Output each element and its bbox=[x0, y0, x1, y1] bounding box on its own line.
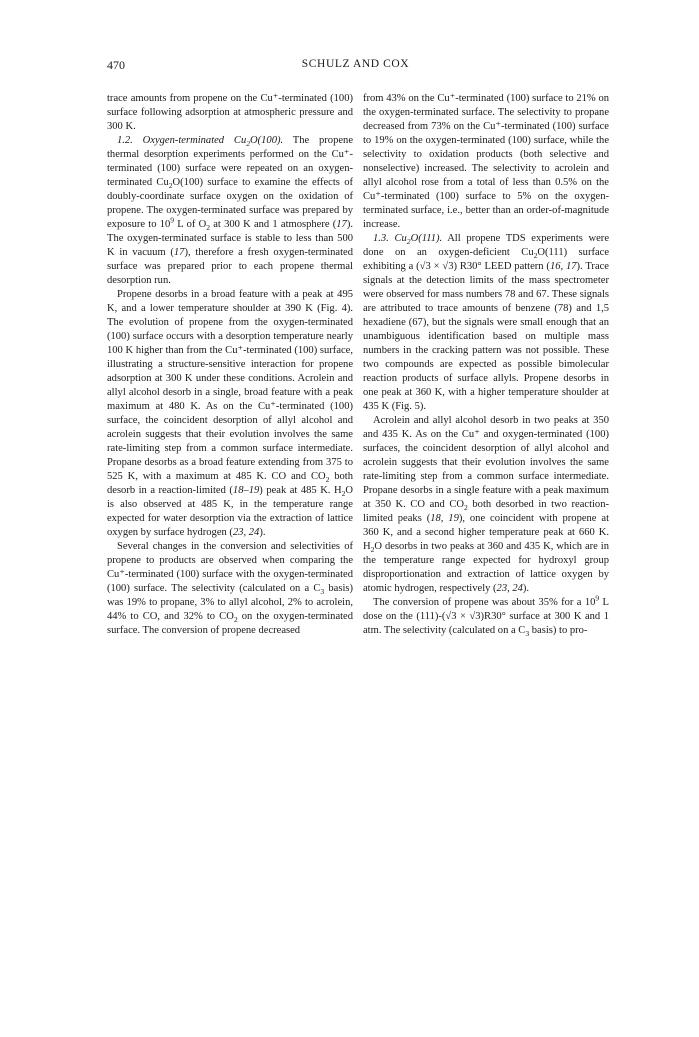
paragraph: The conversion of propene was about 35% for a $10^9$ L dose on the (111)-(√3 × √3)R30° surface at 300 K and 1 atm. The selectivity (calculated on a $C_3$ basis) to pro- bbox=[363, 593, 609, 639]
running-head: SCHULZ AND COX bbox=[301, 58, 410, 70]
page-header bbox=[107, 58, 604, 74]
paragraph: Acrolein and allyl alcohol desorb in two peaks at 350 and 435 K. As on the Cu⁺ and oxygen-terminated (100) surfaces, the coincident desorption of allyl alcohol and acrolein suggests that their evolution involves the same rate-limiting step from a common surface intermediate. Propane desorbs in a single feature with a peak maximum at 350 K. CO and $CO_2$ both desorbed in two reaction-limited peaks (18, 19), one coincident with propene at 360 K, and a second higher temperature peak at 660 K. $H_2O$ desorbs in two peaks at 360 and 435 K, which are in the temperature range expected for hydroxyl group disproportionation and extraction of lattice oxygen by atomic hydrogen, respectively (23, 24). bbox=[363, 415, 609, 594]
section-paragraph-oxygen-terminated: 1.2. Oxygen-terminated $Cu_2O(100)$. The propene thermal desorption experiments performed on the Cu⁺-terminated (100) surface were repeated on an oxygen-terminated $Cu_2O(100)$ surface to examine the effects of doubly-coordinate surface oxygen on the oxidation of propene. The oxygen-terminated surface was prepared by exposure to $10^9$ L of $O_2$ at 300 K and 1 atmosphere (17). The oxygen-terminated surface is stable to less than 500 K in vacuum (17), therefore a fresh oxygen-terminated surface was prepared prior to each propene thermal desorption run. bbox=[107, 135, 353, 286]
paragraph: Several changes in the conversion and selectivities of propene to products are observed when comparing the Cu⁺-terminated (100) surface with the oxygen-terminated (100) surface. The selectivity (calculated on a $C_3$ basis) was 19% to propane, 3% to allyl alcohol, 2% to acrolein, 44% to CO, and 32% to $CO_2$ on the oxygen-terminated surface. The conversion of propene decreased bbox=[107, 541, 354, 636]
paragraph: Propene desorbs in a broad feature with a peak at 495 K, and a lower temperature shoulder at 390 K (Fig. 4). The evolution of propene from the oxygen-terminated (100) surface occurs with a desorption temperature nearly 100 K higher than from the Cu⁺-terminated (100) surface, illustrating a structure-sensitive interaction for propene adsorption at 300 K under these conditions. Acrolein and allyl alcohol desorb in a single, broad feature with a peak maximum at 480 K. As on the Cu⁺-terminated (100) surface, the coincident desorption of allyl alcohol and acrolein suggests that their evolution involves the same rate-limiting step from a common surface intermediate. Propane desorbs as a broad feature extending from 375 to 525 K, with a maximum at 485 K. CO and $CO_2$ both desorb in a reaction-limited (18–19) peak at 485 K. $H_2O$ is also observed at 485 K, in the temperature range expected for water desorption via the extraction of lattice oxygen by surface hydrogen (23, 24). bbox=[107, 289, 354, 538]
section-paragraph-cu2o-111: 1.3. $Cu_2O(111)$. All propene TDS experiments were done on an oxygen-deficient $Cu_2O(111)$ surface exhibiting a (√3 × √3) R30° LEED pattern (16, 17). Trace signals at the detection limits of the mass spectrometer were observed for mass numbers 78 and 67. These signals are attributed to trace amounts of benzene (78) and 1,5 hexadiene (67), but the signals were small enough that an unambiguous identification based on multiple mass numbers in the cracking pattern was not possible. These two compounds are expected as possible bimolecular reaction products of surface allyls. Propene desorbs in one peak at 360 K, with a higher temperature shoulder at 435 K (Fig. 5). bbox=[363, 233, 610, 412]
page-number: 470 bbox=[107, 58, 125, 72]
left-column bbox=[107, 92, 353, 638]
paragraph: from 43% on the Cu⁺-terminated (100) surface to 21% on the oxygen-terminated surface. The selectivity to propane decreased from 73% on the Cu⁺-terminated (100) surface to 19% on the oxygen-terminated (100) surface, while the selectivity to oxidation products (both selective and nonselective) increased. The selectivity to acrolein and allyl alcohol rose from a total of less than 0.5% on the Cu⁺-terminated (100) surface to 5% on the oxygen-terminated surface, i.e., better than an order-of-magnitude increase. bbox=[363, 93, 609, 230]
right-column bbox=[363, 92, 609, 638]
paragraph: trace amounts from propene on the Cu⁺-terminated (100) surface following adsorption at atmospheric pressure and 300 K. bbox=[107, 93, 353, 132]
